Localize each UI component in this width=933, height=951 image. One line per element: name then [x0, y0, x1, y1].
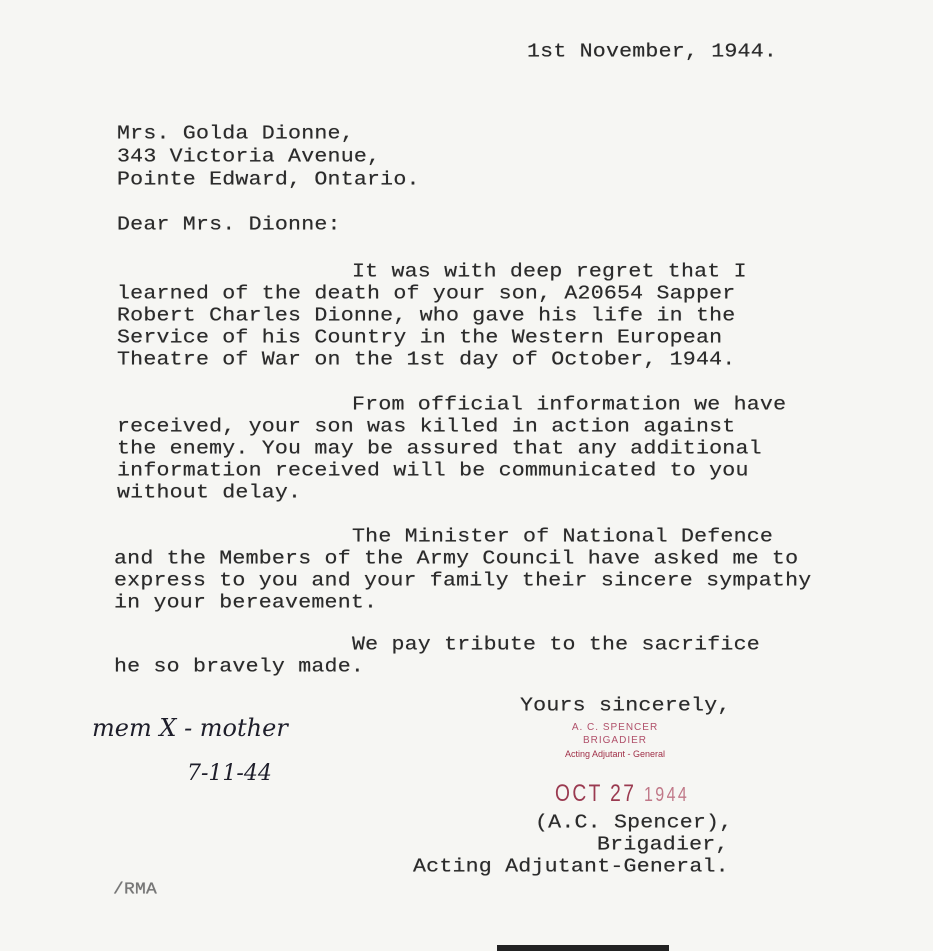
recipient-line: 343 Victoria Avenue,: [117, 146, 381, 168]
salutation: Dear Mrs. Dionne:: [117, 214, 341, 236]
paragraph-line: Robert Charles Dionne, who gave his life in the: [117, 305, 736, 327]
handwritten-date: 7-11-44: [187, 761, 272, 786]
paragraph-line: Theatre of War on the 1st day of October, 1944.: [117, 349, 736, 371]
stamp-rank: BRIGADIER: [582, 735, 647, 746]
paragraph-line: Service of his Country in the Western European: [117, 327, 723, 349]
paragraph-line: From official information we have: [352, 394, 787, 416]
paragraph-line: express to you and your family their sincere sympathy: [114, 570, 812, 592]
paragraph-line: he so bravely made.: [114, 656, 365, 678]
stamp-year: 1944: [644, 784, 690, 806]
scan-edge-mark: [497, 945, 669, 951]
closing: Yours sincerely,: [520, 695, 731, 717]
recipient-line: Mrs. Golda Dionne,: [117, 123, 354, 145]
paragraph-line: It was with deep regret that I: [352, 261, 747, 283]
paragraph-line: information received will be communicated to you: [117, 460, 749, 482]
stamp-name: A. C. SPENCER: [571, 722, 659, 733]
signature-line: Brigadier,: [597, 834, 729, 856]
signature-line: (A.C. Spencer),: [535, 812, 733, 834]
paragraph-line: in your bereavement.: [114, 592, 378, 614]
handwritten-note: mem X - mother: [92, 714, 288, 742]
stamp-title: Acting Adjutant - General: [564, 749, 666, 759]
paragraph-line: We pay tribute to the sacrifice: [352, 634, 760, 656]
paragraph-line: the enemy. You may be assured that any additional: [117, 438, 762, 460]
paragraph-line: The Minister of National Defence: [352, 526, 774, 548]
recipient-line: Pointe Edward, Ontario.: [117, 169, 420, 191]
paragraph-line: without delay.: [117, 482, 302, 504]
received-date-stamp: [555, 780, 689, 809]
paragraph-line: received, your son was killed in action against: [117, 416, 736, 438]
paragraph-line: and the Members of the Army Council have asked me to: [114, 548, 799, 570]
stamp-date: OCT 27: [555, 780, 637, 807]
letter-date: 1st November, 1944.: [527, 41, 778, 63]
paragraph-line: learned of the death of your son, A20654 Sapper: [117, 283, 736, 305]
reference-initials: /RMA: [113, 880, 158, 899]
signature-line: Acting Adjutant-General.: [413, 856, 729, 878]
